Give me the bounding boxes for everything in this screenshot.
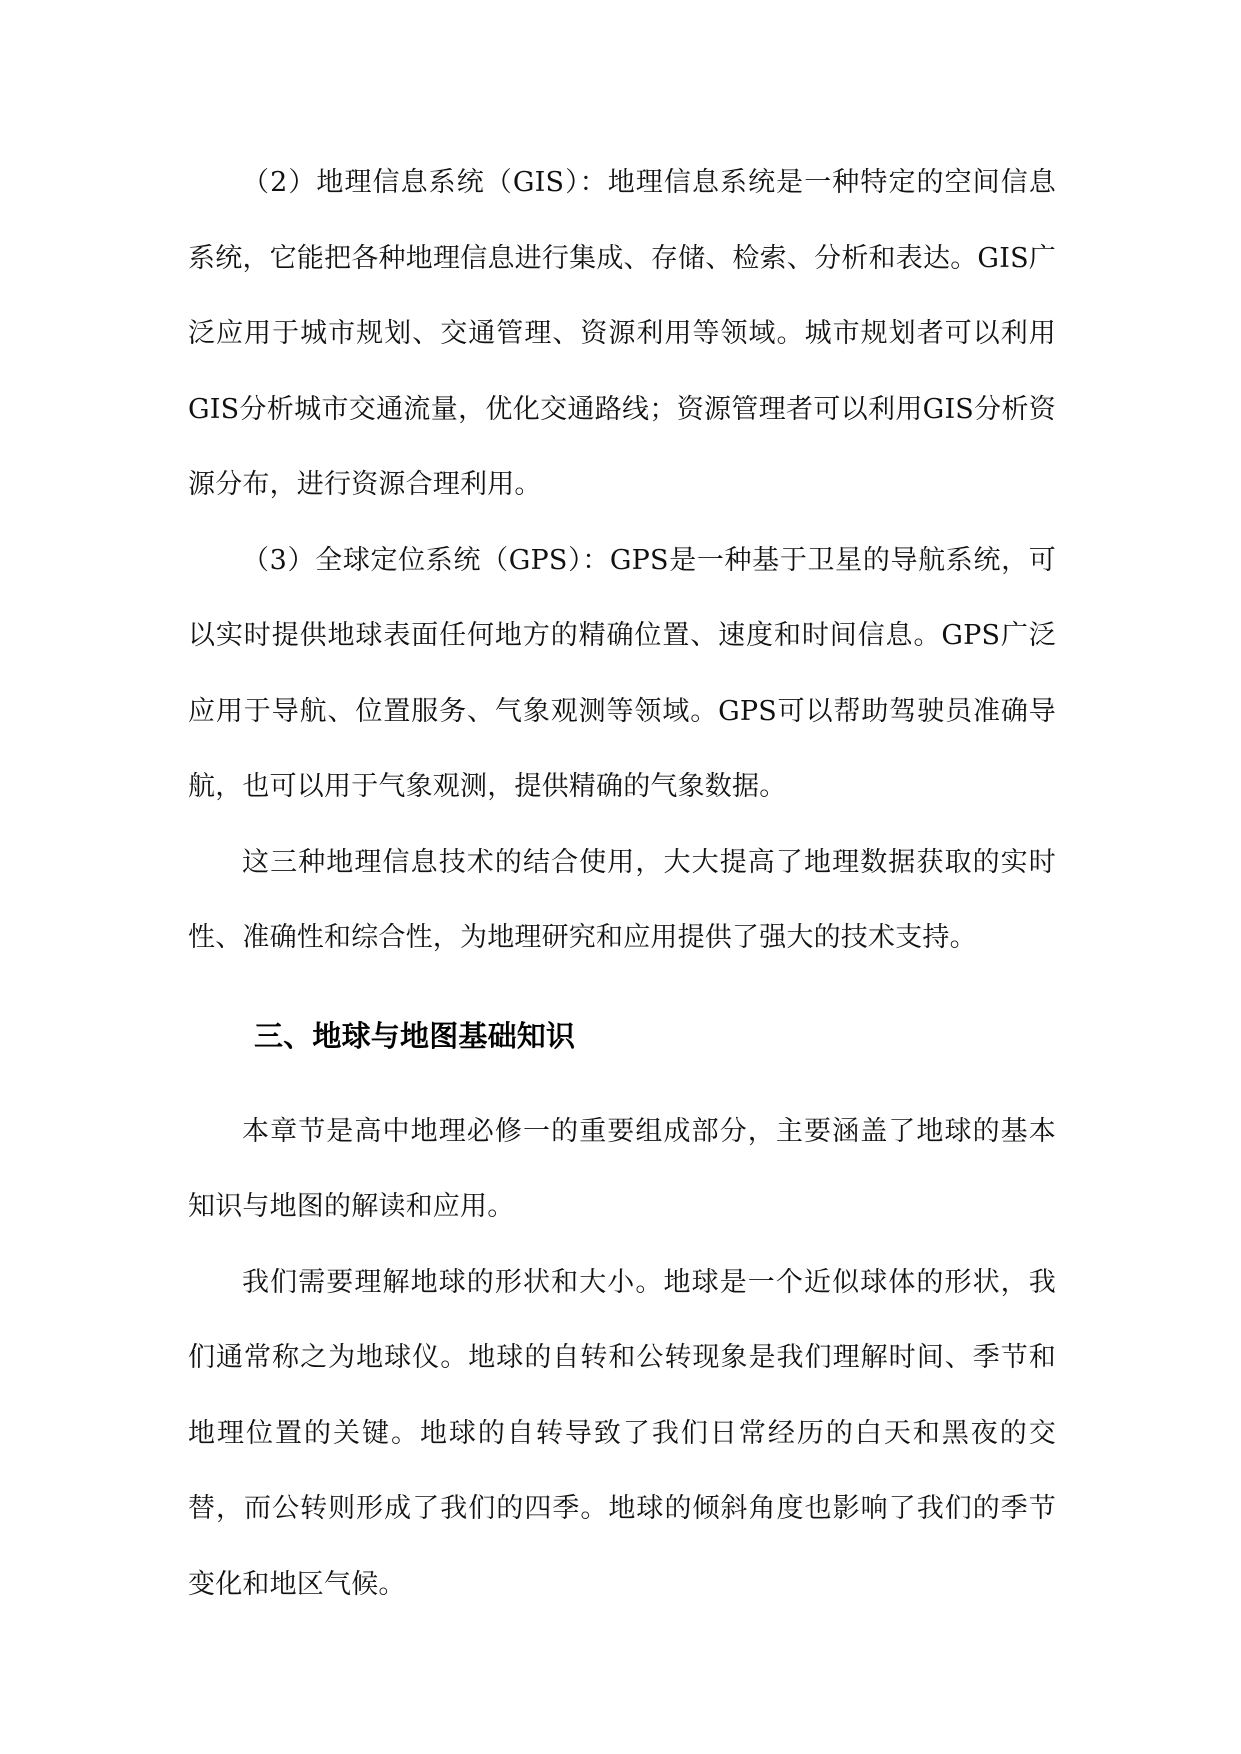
paragraph-gps: （3）全球定位系统（GPS）：GPS是一种基于卫星的导航系统，可以实时提供地球表面任何地方的精确位置、速度和时间信息。GPS广泛应用于导航、位置服务、气象观测等领域。GPS可以帮助驾驶员准确导航，也可以用于气象观测，提供精确的气象数据。: [188, 544, 1056, 802]
paragraph-summary: 这三种地理信息技术的结合使用，大大提高了地理数据获取的实时性、准确性和综合性，为地理研究和应用提供了强大的技术支持。: [188, 846, 1056, 953]
document-body: [188, 145, 1056, 1622]
section-heading: 三、地球与地图基础知识: [254, 1018, 576, 1053]
paragraph-earth-shape: 我们需要理解地球的形状和大小。地球是一个近似球体的形状，我们通常称之为地球仪。地球的自转和公转现象是我们理解时间、季节和地理位置的关键。地球的自转导致了我们日常经历的白天和黑夜的交替，而公转则形成了我们的四季。地球的倾斜角度也影响了我们的季节变化和地区气候。: [188, 1266, 1056, 1600]
paragraph-chapter-intro: 本章节是高中地理必修一的重要组成部分，主要涵盖了地球的基本知识与地图的解读和应用。: [188, 1115, 1056, 1222]
paragraph-gis: （2）地理信息系统（GIS）：地理信息系统是一种特定的空间信息系统，它能把各种地理信息进行集成、存储、检索、分析和表达。GIS广泛应用于城市规划、交通管理、资源利用等领域。城市规划者可以利用GIS分析城市交通流量，优化交通路线；资源管理者可以利用GIS分析资源分布，进行资源合理利用。: [188, 167, 1056, 500]
